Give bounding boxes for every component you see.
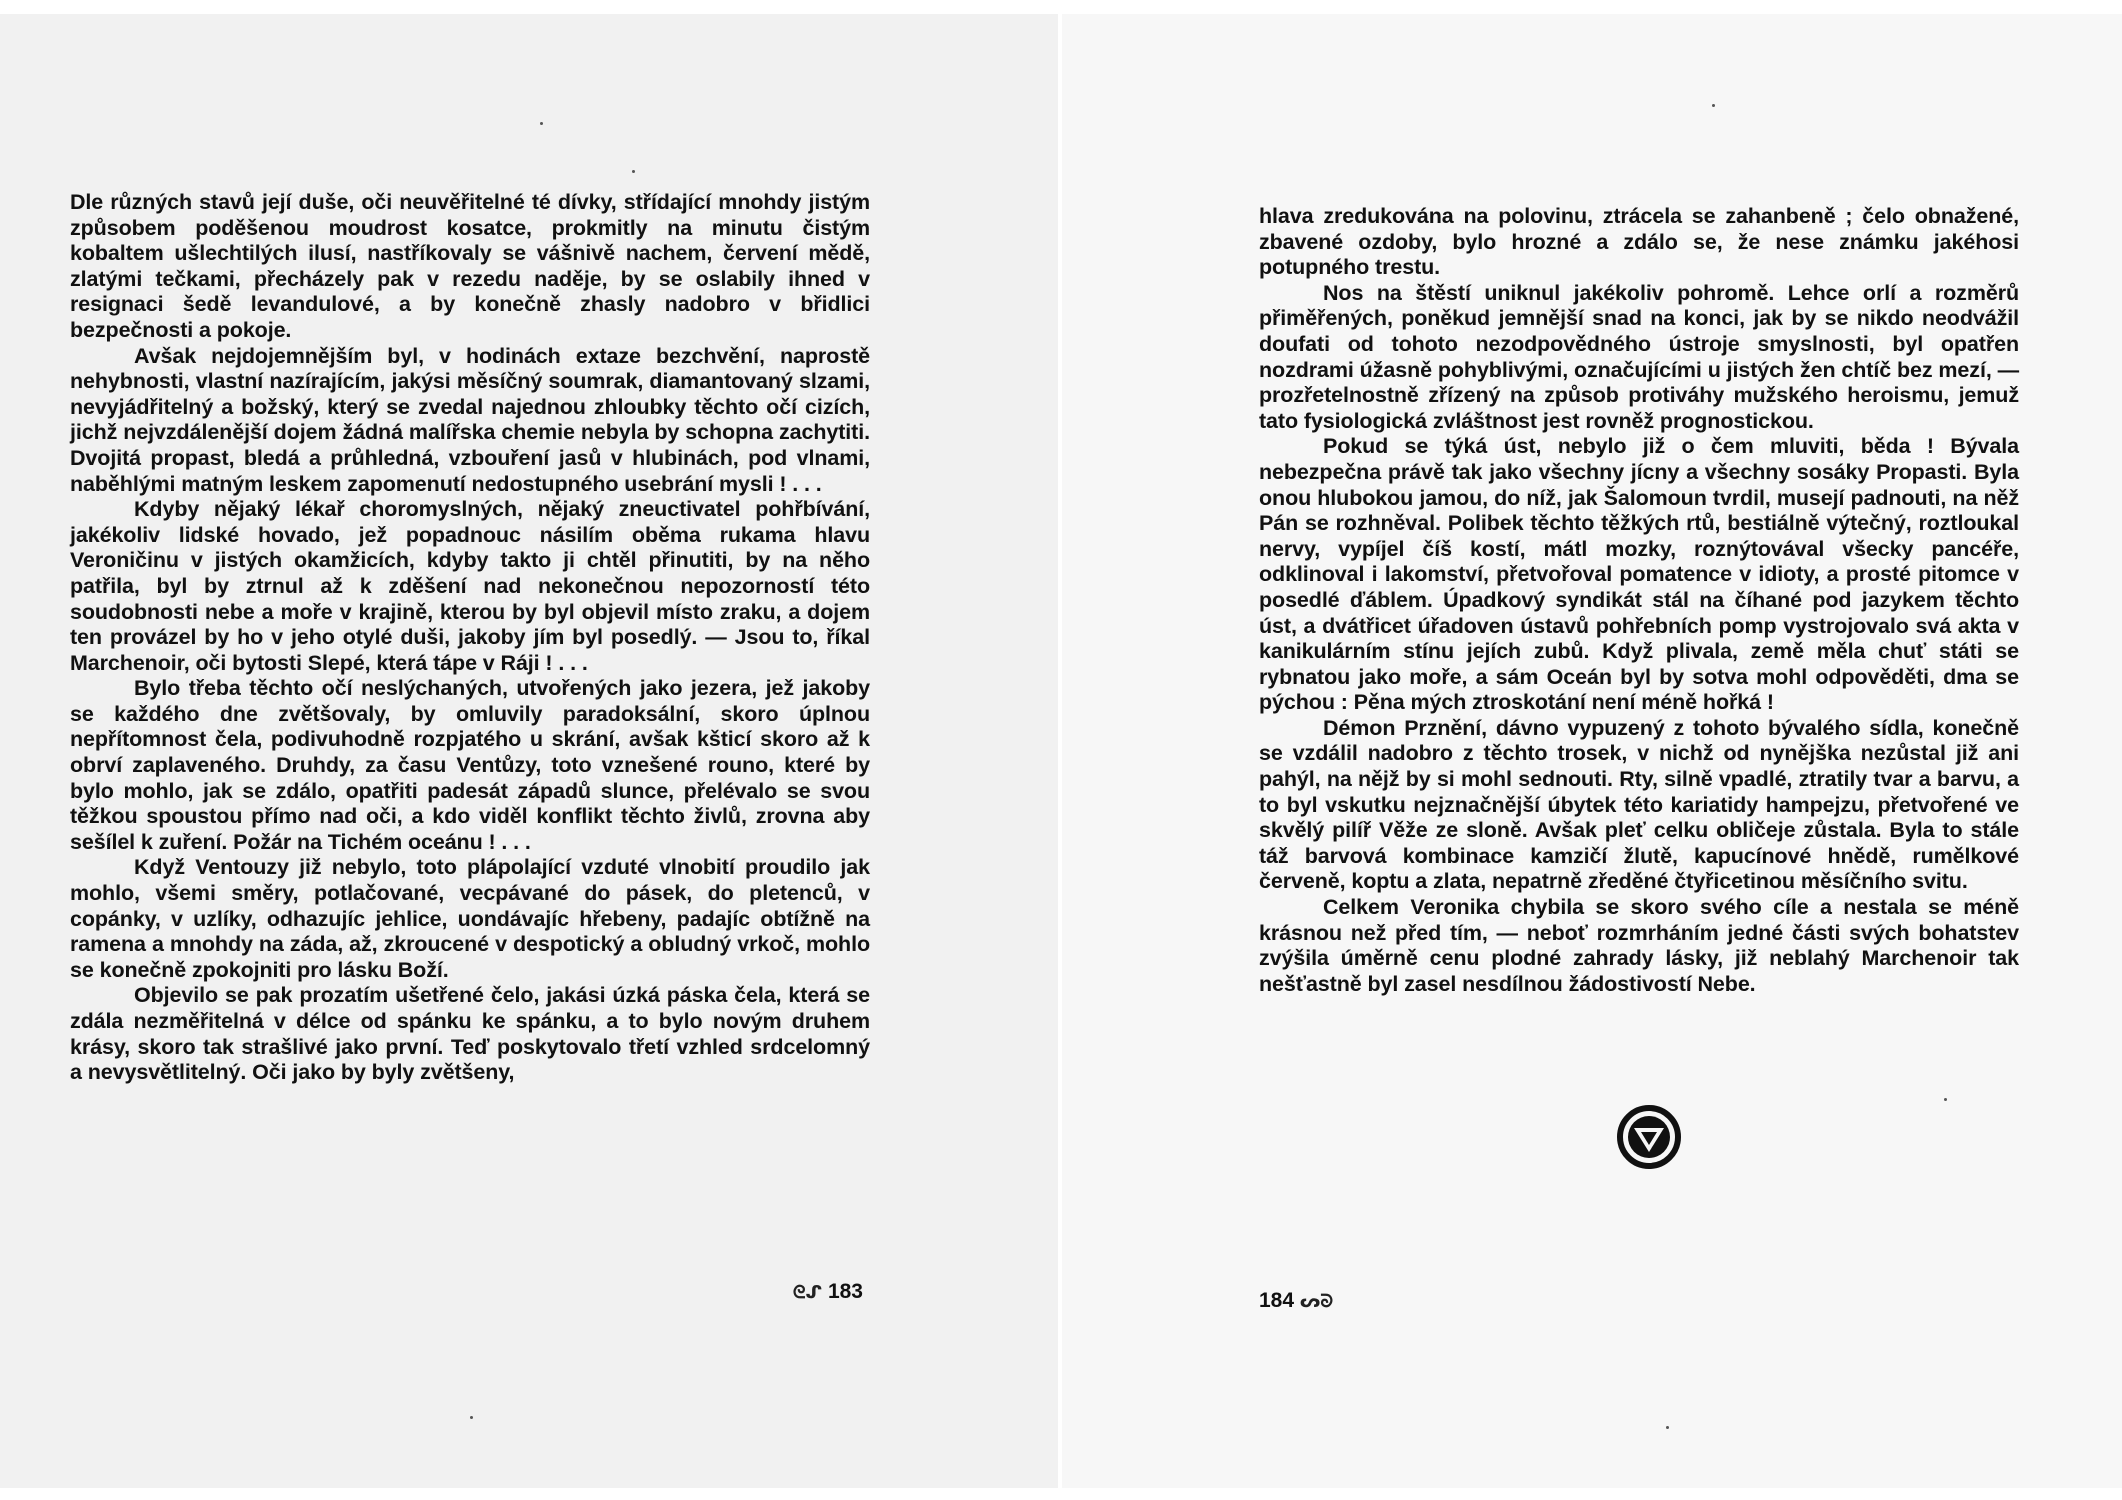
paragraph: Pokud se týká úst, nebylo již o čem mluviti, běda ! Bývala nebezpečna právě tak jako všechny jícny a všechny sosáky Propasti. Byla onou hlubokou jamou, do níž, jak Šalomoun tvrdil, musejí padnouti, na něž Pán se rozhněval. Polibek těchto těžkých rtů, bestiálně výtečný, roztloukal nervy, vypíjel číš kostí, mátl mozky, roznýtovával všecky pancéře, odklinoval i lakomství, přetvořoval pomatence v idioty, a prosté pitomce v posedlé ďáblem. Úpadkový syndikát stál na číhané pod jazykem těchto úst, a dvátřicet úřadoven ústavů pohřebních pomp vystrojovalo svá akta v kanikulárním stínu jejích zubů. Když plivala, země měla chuť státi se rybnatou jako moře, a sám Oceán byl by sotva mohl odpověděti, dma se pýchou : Pěna mých ztroskotání není méně hořká !	[1259, 434, 2019, 715]
paragraph: Avšak nejdojemnějším byl, v hodinách extaze bezchvění, naprostě nehybnosti, vlastní nazírajícím, jakýsi měsíčný soumrak, diamantovaný slzami, nevyjádřitelný a božský, který se zvedal najednou zhloubky těchto očí cizích, jichž nejvzdálenější dojem žádná malířska chemie nebyla by schopna zachytiti. Dvojitá propast, bledá a průhledná, vzbouření jasů v hlubinách, pod vlnami, naběhlými matným leskem zapomenutí nedostupného usebrání mysli ! . . .	[70, 343, 870, 496]
left-page-body	[70, 190, 870, 1086]
paragraph: Dle různých stavů její duše, oči neuvěřitelné té dívky, střídající mnohdy jistým způsobem poděšenou moudrost kosatce, prokmitly na minutu čistým kobaltem ušlechtilých ilusí, nastříkovaly se vášnivě nachem, červení mědě, zlatými tečkami, přecházely pak v rezedu naděje, by se oslabily ihned v resignaci šedě levandulové, a by konečně zhasly nadobro v břidlici bezpečnosti a pokoje.	[70, 190, 870, 342]
paragraph: Když Ventouzy již nebylo, toto plápolající vzduté vlnobití proudilo jak mohlo, všemi směry, potlačované, vecpávané do pásek, do pletenců, v copánky, v uzlíky, odhazujíc jehlice, uondávajíc hřebeny, padajíc obtížně na ramena a mnohdy na záda, až, zkroucené v despotický a obludný vrkoč, mohlo se konečně zpokojniti pro lásku Boží.	[70, 855, 870, 982]
paragraph: Kdyby nějaký lékař choromyslných, nějaký zneuctivatel pohřbívání, jakékoliv lidské hovado, jež popadnouc násilím oběma rukama hlavu Veroničinu v jistých okamžicích, kdyby takto ji chtěl přinutiti, by na něho patřila, byl by ztrnul až k zděšení nad nekonečnou nepozorností této soudobnosti nebe a moře v krajině, kterou by byl objevil místo zraku, a dojem ten provázel by ho v jeho otylé duši, jakoby jím byl posedlý. — Jsou to, říkal Marchenoir, oči bytosti Slepé, která tápe v Ráji ! . . .	[70, 497, 870, 675]
page-number	[1259, 1289, 1333, 1313]
page-number	[793, 1280, 863, 1304]
paragraph: hlava zredukována na polovinu, ztrácela se zahanbeně ; čelo obnažené, zbavené ozdoby, bylo hrozné a zdálo se, že nese známku jakéhosi potupného trestu.	[1259, 204, 2019, 280]
paragraph: Objevilo se pak prozatím ušetřené čelo, jakási úzká páska čela, která se zdála nezměřitelná v délce od spánku ke spánku, a to bylo novým druhem krásy, skoro tak strašlivé jako první. Teď poskytovalo třetí vzhled srdcelomný a nevysvětlitelný. Oči jako by byly zvětšeny,	[70, 983, 870, 1085]
paragraph: Nos na štěstí uniknul jakékoliv pohromě. Lehce orlí a rozměrů přiměřených, poněkud jemnější snad na konci, jak by se nikdo neodvážil doufati od tohoto nezodpovědného ústroje smyslnosti, byl opatřen nozdrami úžasně pohyblivými, označujícími u jistých žen chtíč bez mezí, — prozřetelnostně zřízený na způsob protiváhy mužského heroismu, jemuž tato fysiologická zvláštnost jest rovněž prognostickou.	[1259, 280, 2019, 433]
page-number-value: 183	[827, 1280, 863, 1303]
paragraph: Démon Prznění, dávno vypuzený z tohoto bývalého sídla, konečně se vzdálil nadobro z těchto trosek, v nichž od nynějška nezůstal již ani pahýl, na nějž by si mohl sednouti. Rty, silně vpadlé, ztratily tvar a barvu, a to byl vskutku nejznačnější úbytek této kariatidy hampejzu, přetvořené ve skvělý pilíř Věže ze sloně. Avšak pleť celku obličeje zůstala. Byla to stále táž barvová kombinace kamzičí žlutě, kapucínové hnědě, rumělkové červeně, koptu a zlata, nepatrně zředěné čtyřicetinou měsíčního svitu.	[1259, 715, 2019, 894]
right-page	[1062, 14, 2122, 1488]
folio-ornament-icon: ᘓᔑ	[792, 1282, 823, 1302]
right-page-body	[1259, 204, 2019, 997]
folio-ornament-icon: ᔕᘐ	[1299, 1291, 1334, 1311]
paragraph: Bylo třeba těchto očí neslýchaných, utvořených jako jezera, jež jakoby se každého dne zvětšovaly, by omluvily paradoksální, skoro úplnou nepřítomnost čela, podivuhodně rozpjatého u skrání, avšak kšticí skoro až k obrví zaplaveného. Druhdy, za času Ventůzy, toto vznešené rouno, které by bylo mohlo, jak se zdálo, opatřiti padesát západů slunce, přelévalo se svou těžkou spoustou přímo nad oči, a kdo viděl konflikt těchto živlů, zrovna aby sešílel k zuření. Požár na Tichém oceánu ! . . .	[70, 676, 870, 854]
print-speck	[540, 122, 543, 125]
left-page	[0, 14, 1058, 1488]
print-speck	[632, 170, 635, 173]
print-speck	[1712, 104, 1715, 107]
print-speck	[470, 1416, 473, 1419]
print-speck	[1666, 1426, 1669, 1429]
print-speck	[1944, 1098, 1947, 1101]
triangle-in-circle-icon	[1616, 1104, 1682, 1170]
paragraph: Celkem Veronika chybila se skoro svého cíle a nestala se méně krásnou než před tím, — neboť rozmrháním jedné části svých bohatstev zvýšila úměrně cenu plodné zahrady lásky, již neblahý Marchenoir tak nešťastně byl zasel nesdílnou žádostivostí Nebe.	[1259, 895, 2019, 996]
page-number-value: 184	[1259, 1289, 1295, 1312]
